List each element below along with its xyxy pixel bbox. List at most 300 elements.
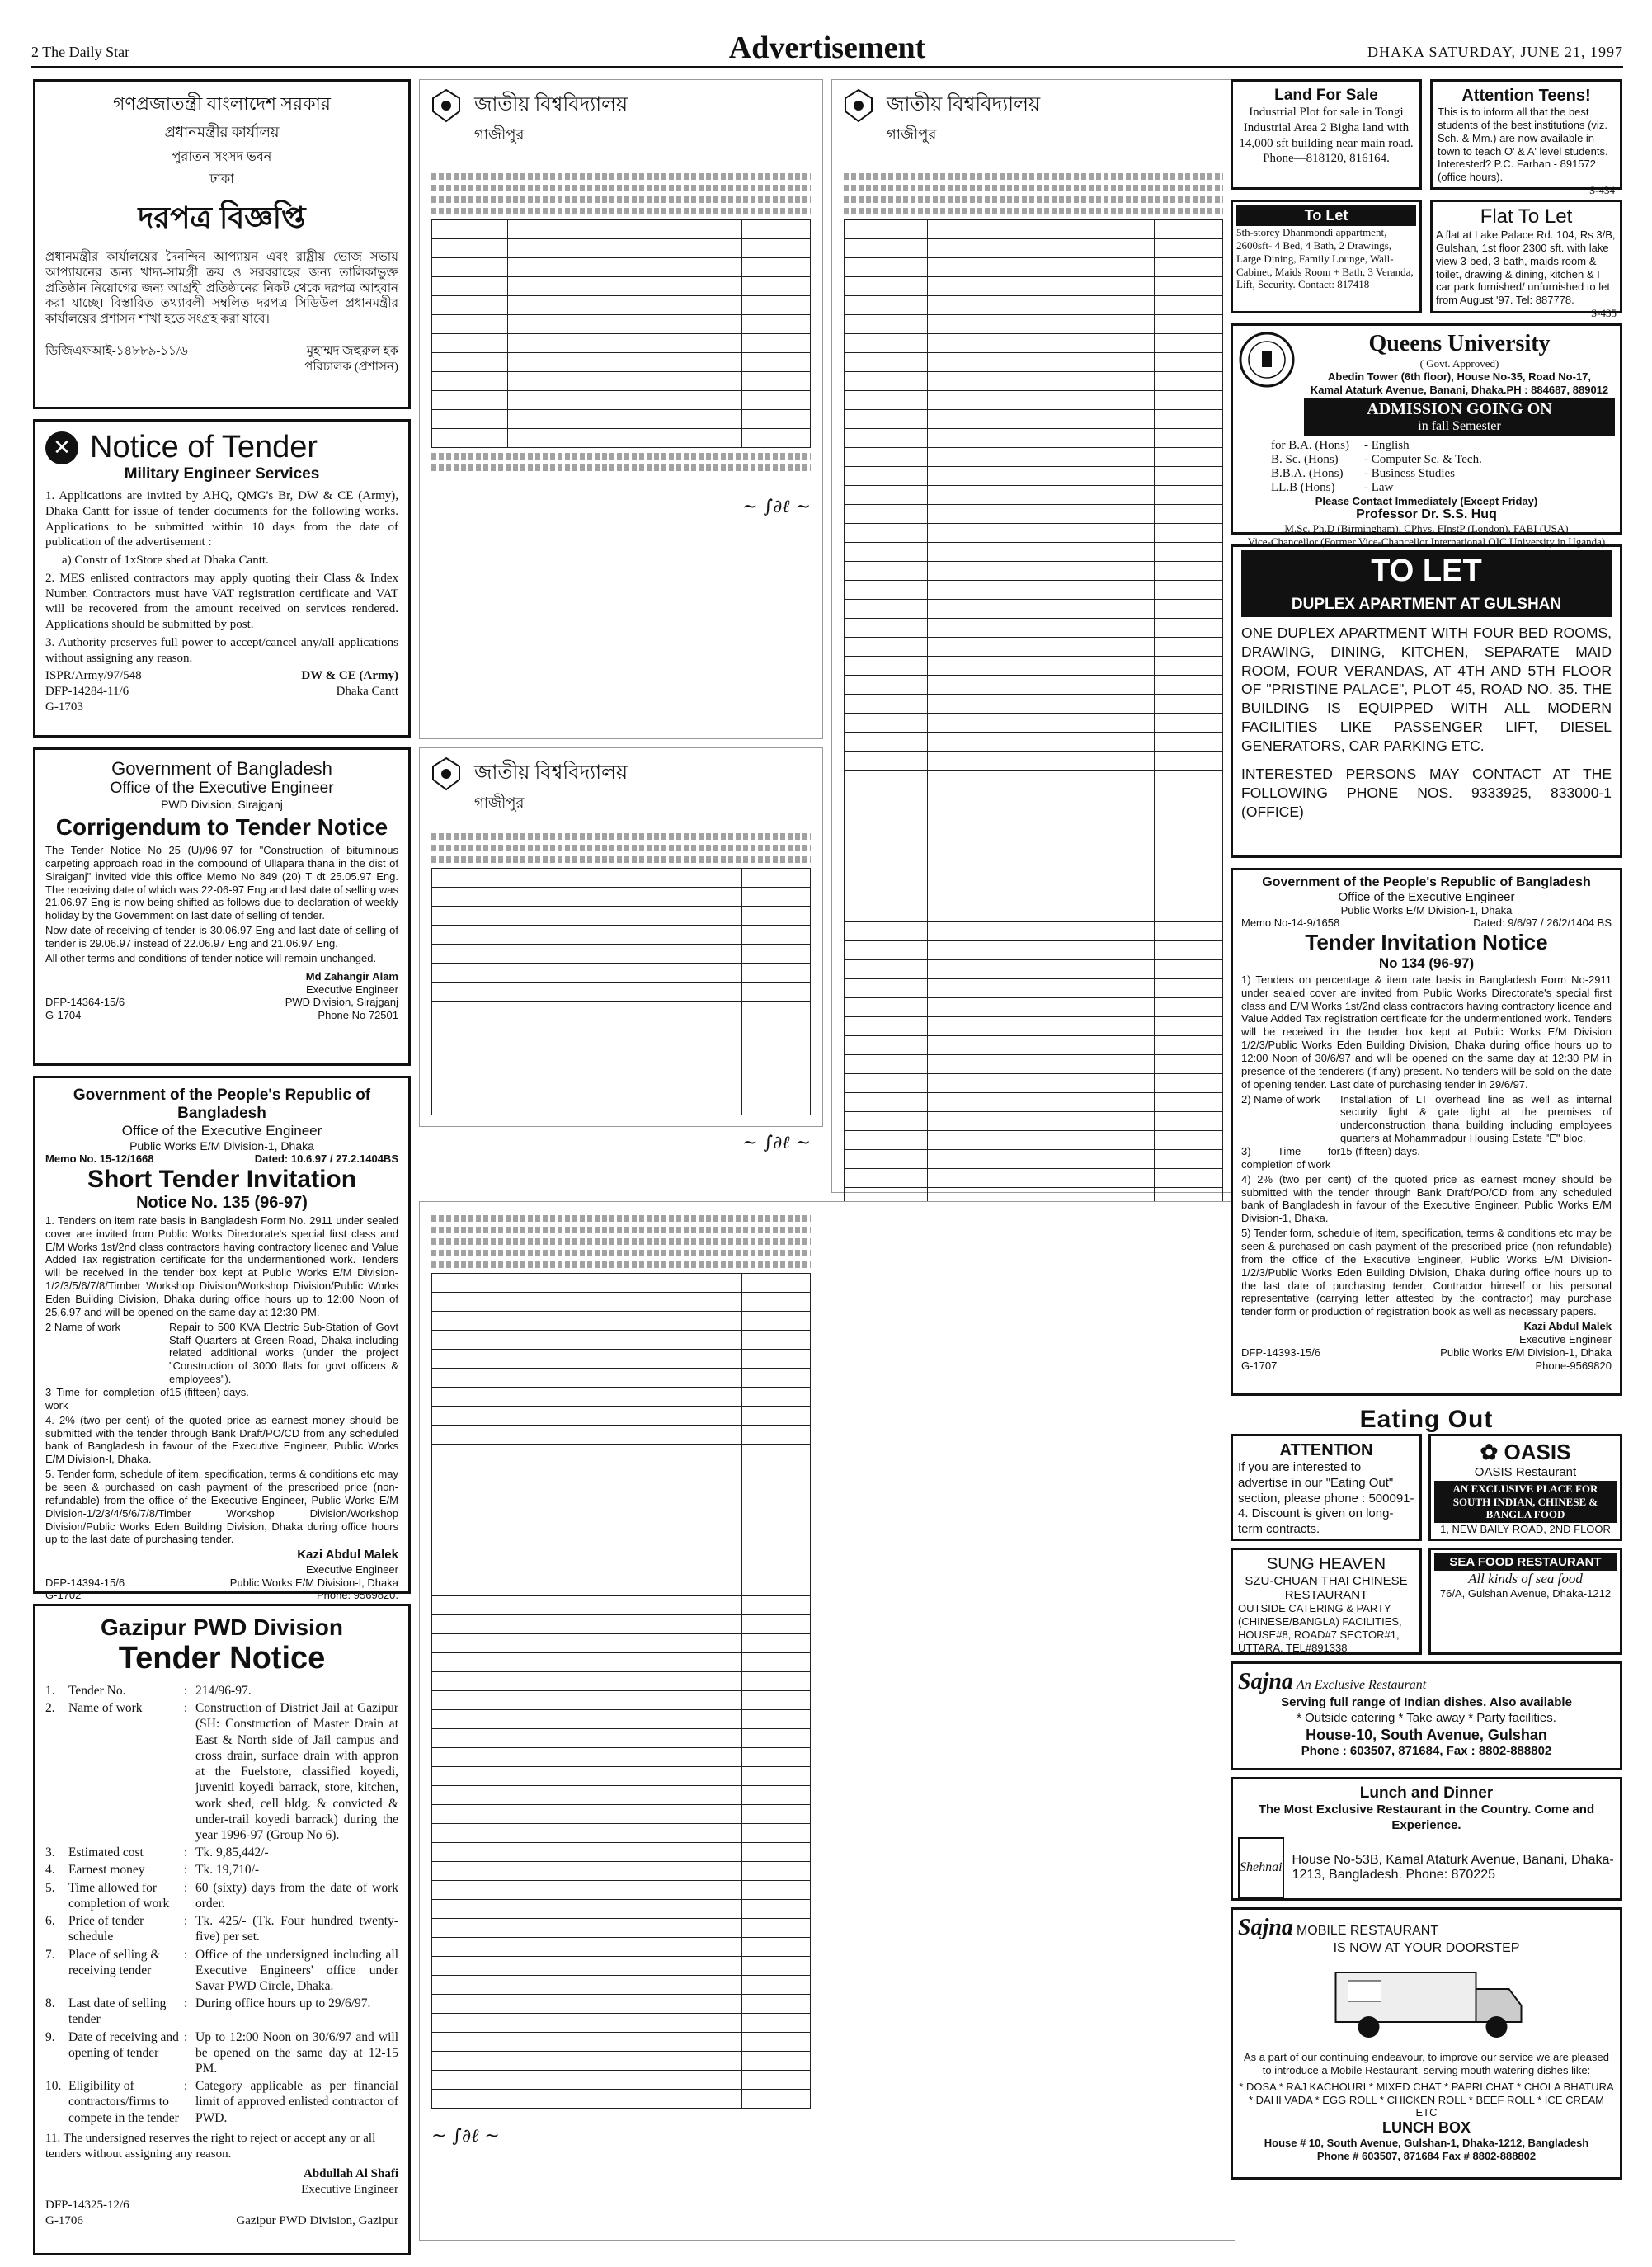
- gpwd-item-value: During office hours up to 29/6/97.: [195, 1996, 371, 2011]
- schedule-row: [845, 600, 1223, 619]
- schedule-row: [432, 1748, 811, 1767]
- schedule-row: [432, 1995, 811, 2014]
- schedule-row: [432, 1672, 811, 1691]
- schedule-row: [845, 1036, 1223, 1055]
- mob-body: As a part of our continuing endeavour, to improve our service we are pleased to introduce a Mobile Restaurant, serving mouth watering dishes like:: [1244, 2051, 1609, 2076]
- gpwd-para-11: 11. The undersigned reserves the right to reject or accept any or all tenders without assigning any reason.: [45, 2131, 376, 2161]
- pmo-body: প্রধানমন্ত্রীর কার্যালয়ের দৈনন্দিন আপ্যায়ন এবং রাষ্ট্রীয় ভোজ সভায় আপ্যায়নের জন্য খাদ্য-সামগ্রী ক্রয় ও সরবরাহের জন্য তালিকাভুক্ত প্রতিষ্ঠান নিয়োগের জন্য আগ্রহী প্রতিষ্ঠানের নিকট থেকে দরপত্র আহবান করা যাচ্ছে। বিস্তারিত তথ্যাবলী সম্বলিত দরপত্র সিডিউল প্রধানমন্ত্রীর কার্যালয়ের প্রশাসন শাখা হতে সংগ্রহ করা যাবে।: [45, 251, 398, 326]
- gpwd-item-colon: :: [184, 1684, 188, 1698]
- nu-signature-1: ~ ∫∂ℓ ~: [742, 497, 811, 517]
- corr-sign-2: Executive Engineer: [305, 983, 398, 996]
- sti-title: Short Tender Invitation: [87, 1165, 357, 1193]
- schedule-row: [432, 1293, 811, 1312]
- masthead: [31, 25, 1623, 68]
- gpwd-item: [45, 1913, 398, 1944]
- gpwd-item-number: 8.: [45, 1996, 55, 2011]
- queens-banner-1: ADMISSION GOING ON: [1367, 399, 1552, 418]
- queens-banner-2: in fall Semester: [1418, 418, 1501, 433]
- flat-to-let-ad: [1430, 200, 1622, 320]
- to-let-small-ad: [1231, 200, 1422, 313]
- sti-h2: Office of the Executive Engineer: [121, 1123, 322, 1138]
- schedule-row: [432, 1881, 811, 1900]
- mob-name: Sajna: [1238, 1915, 1293, 1940]
- tin-date-2: 26/2/1404 BS: [1546, 917, 1612, 929]
- schedule-row: [845, 429, 1223, 448]
- nu-notice-3: [419, 747, 823, 1153]
- nu-place-1: গাজীপুর: [474, 126, 525, 143]
- gpwd-item-colon: :: [184, 2079, 188, 2094]
- gpwd-item-key: Earnest money: [68, 1863, 145, 1878]
- schedule-row: [432, 1426, 811, 1445]
- sea-food-ad: [1428, 1548, 1622, 1655]
- gpwd-ref-2: G-1706: [45, 2213, 83, 2227]
- schedule-row: [432, 1274, 811, 1293]
- mes-para-1a: a) Constr of 1xStore shed at Dhaka Cantt.: [62, 554, 269, 567]
- queens-degree: for B.A. (Hons): [1271, 438, 1349, 452]
- queens-university-ad: [1231, 323, 1622, 549]
- schedule-row: [432, 1388, 811, 1407]
- schedule-row: [432, 907, 811, 926]
- schedule-row: [845, 676, 1223, 695]
- nu-notice-4: [419, 1201, 1235, 2241]
- gpwd-item-number: 7.: [45, 1947, 55, 1962]
- duplex-subtitle: DUPLEX APARTMENT AT GULSHAN: [1241, 592, 1612, 617]
- flat-title: Flat To Let: [1480, 205, 1573, 228]
- corr-ref-1: DFP-14364-15/6: [45, 996, 125, 1009]
- sung-body: OUTSIDE CATERING & PARTY (CHINESE/BANGLA) FACILITIES, HOUSE#8, ROAD#7 SECTOR#1, UTTARA. TEL#891338: [1238, 1602, 1402, 1654]
- sti-sign-3: Public Works E/M Division-I, Dhaka: [229, 1576, 398, 1589]
- mes-para-1: 1. Applications are invited by AHQ, QMG's Br, DW & CE (Army), Dhaka Cantt for issue of tender documents for the following works. Applications to be submitted within 10 days from the date of publication of the advertisement :: [45, 489, 398, 549]
- sea-title: SEA FOOD RESTAURANT: [1434, 1553, 1617, 1571]
- gpwd-item-colon: :: [184, 1914, 188, 1929]
- sajna-line-2: * Outside catering * Take away * Party facilities.: [1297, 1710, 1556, 1725]
- schedule-row: [845, 277, 1223, 296]
- queens-govt: ( Govt. Approved): [1419, 357, 1499, 370]
- oasis-logo-icon: ✿ OASIS: [1480, 1440, 1571, 1464]
- nu-signature-3: ~ ∫∂ℓ ~: [742, 1133, 811, 1153]
- nu-body-lines-3: [431, 833, 811, 863]
- schedule-row: [432, 1558, 811, 1577]
- schedule-row: [845, 486, 1223, 505]
- queens-subject: - Computer Sc. & Tech.: [1364, 452, 1482, 466]
- corr-h2: Office of the Executive Engineer: [110, 780, 334, 797]
- gpwd-item-number: 9.: [45, 2029, 55, 2044]
- eating-att-body: If you are interested to advertise in our "Eating Out" section, please phone : 500091-4. Discount is given on long-term contracts.: [1238, 1460, 1414, 1536]
- sung-title: SUNG HEAVEN: [1266, 1555, 1386, 1573]
- gpwd-title-2: Tender Notice: [118, 1641, 326, 1676]
- gpwd-item: [45, 1683, 398, 1699]
- pmo-line4: ঢাকা: [209, 172, 234, 186]
- oasis-sub: AN EXCLUSIVE PLACE FOR SOUTH INDIAN, CHINESE & BANGLA FOOD: [1434, 1481, 1617, 1524]
- schedule-row: [845, 391, 1223, 410]
- schedule-row: [845, 619, 1223, 638]
- schedule-row: [845, 372, 1223, 391]
- schedule-row: [845, 315, 1223, 334]
- gpwd-item-value: Tk. 19,710/-: [195, 1863, 260, 1878]
- nu-schedule-table-3: [431, 868, 811, 1115]
- corr-para-3: All other terms and conditions of tender notice will remain unchanged.: [45, 951, 377, 964]
- schedule-row: [432, 1002, 811, 1020]
- schedule-row: [432, 1407, 811, 1426]
- sti-para-5: 5. Tender form, schedule of item, specification, terms & conditions etc may be seen & purchased on cash payment of the prescribed price (non-refundable) from the office of the Executive Engineer, Public Works E/M Division-1/2/3/4/5/6/7/8/Timber Workshop Division/Workshop Division/Public Works Eden Building Division, Dhaka during office hours up to the last date of purchasing tender.: [45, 1468, 398, 1546]
- university-logo-icon: [431, 756, 461, 791]
- gpwd-item-number: 4.: [45, 1863, 55, 1878]
- schedule-row: [432, 1501, 811, 1520]
- sajna-tag: An Exclusive Restaurant: [1296, 1678, 1427, 1692]
- gpwd-item-colon: :: [184, 1996, 188, 2011]
- mes-sign-1: DW & CE (Army): [301, 669, 398, 683]
- queens-crest-icon: [1238, 331, 1296, 389]
- gpwd-item: [45, 1996, 398, 2027]
- gpwd-item-key: Estimated cost: [68, 1845, 144, 1860]
- corrigendum-ad: [33, 747, 411, 1066]
- schedule-row: [845, 657, 1223, 676]
- schedule-row: [845, 979, 1223, 998]
- schedule-row: [432, 1615, 811, 1634]
- schedule-row: [432, 1350, 811, 1369]
- gpwd-item: [45, 1862, 398, 1878]
- gpwd-item-colon: :: [184, 2029, 188, 2044]
- schedule-row: [432, 964, 811, 983]
- dateline: DHAKA SATURDAY, JUNE 21, 1997: [1367, 44, 1623, 60]
- queens-subject: - Business Studies: [1364, 466, 1456, 480]
- pmo-tender-ad: [33, 79, 411, 409]
- queens-prof: Professor Dr. S.S. Huq: [1356, 507, 1497, 522]
- gpwd-item-number: 2.: [45, 1701, 55, 1716]
- schedule-row: [432, 1691, 811, 1710]
- mobile-restaurant-ad: [1231, 1907, 1622, 2180]
- duplex-title: TO LET: [1241, 550, 1612, 592]
- schedule-row: [845, 960, 1223, 979]
- schedule-row: [845, 581, 1223, 600]
- queens-addr-1: Abedin Tower (6th floor), House No-35, Road No-17,: [1328, 370, 1591, 383]
- sti-memo: Memo No. 15-12/1668: [45, 1152, 154, 1165]
- gpwd-item-key: Eligibility of contractors/firms to compete in the tender: [68, 2079, 179, 2125]
- schedule-row: [845, 239, 1223, 258]
- gpwd-item-number: 10.: [45, 2079, 62, 2094]
- gpwd-item-number: 1.: [45, 1684, 55, 1698]
- tin-phone: Phone-9569820: [1535, 1359, 1612, 1372]
- nu-schedule-table-2: [844, 219, 1223, 1321]
- schedule-row: [432, 1805, 811, 1824]
- nu-place-3: গাজীপুর: [474, 794, 525, 811]
- schedule-row: [845, 1055, 1223, 1074]
- queens-degree: B. Sc. (Hons): [1271, 452, 1339, 466]
- schedule-row: [845, 1150, 1223, 1169]
- schedule-row: [432, 1577, 811, 1596]
- gpwd-item: [45, 1947, 398, 1995]
- schedule-row: [432, 1862, 811, 1881]
- schedule-row: [845, 1131, 1223, 1150]
- gazipur-tender-ad: [33, 1604, 411, 2255]
- tin-title: Tender Invitation Notice: [1305, 929, 1548, 954]
- tin-para-5: 5) Tender form, schedule of item, specification, terms & conditions etc may be seen & purchased on cash payment of the prescribed price (non-refundable) from the office of the Executive Engineer, Public Works E/M Division-1/2/3/Public Works Eden Building Division, Dhaka during office hours up to the last date of purchasing tender. Contractor himself or his personal representative (carrying letter attested by the contractor) may purchase tender form or production of registration book as well as necessary papers.: [1241, 1227, 1612, 1318]
- schedule-row: [845, 220, 1223, 239]
- gpwd-sign-2: Executive Engineer: [301, 2183, 398, 2197]
- pmo-title: দরপত্র বিজ্ঞপ্তি: [138, 201, 306, 234]
- gpwd-item-colon: :: [184, 1880, 188, 1895]
- gpwd-item-key: Tender No.: [68, 1684, 126, 1698]
- gpwd-item-key: Date of receiving and opening of tender: [68, 2029, 179, 2060]
- nu-notice-1: [419, 79, 823, 739]
- pmo-line1: গণপ্রজাতন্ত্রী বাংলাদেশ সরকার: [112, 93, 332, 114]
- schedule-row: [432, 1596, 811, 1615]
- schedule-row: [432, 1520, 811, 1539]
- sti-date-2: 27.2.1404BS: [336, 1152, 398, 1165]
- schedule-row: [432, 2014, 811, 2033]
- gpwd-item: [45, 1845, 398, 1860]
- mob-phone: Phone # 603507, 871684 Fax # 8802-888802: [1316, 2150, 1537, 2163]
- short-tender-ad: Government of the People's Republic of Bangladesh Office of the Executive Engineer Public Works E/M Division-1, Dhaka Memo No. 15-12/1668 Dated: 10.6.97 / 27.2.1404BS Short Tender Invitation Notice No. 135 (96-97) 1. Tenders on item rate basis in Bangladesh Form No. 2911 under sealed cover are invited from Public Works Directorate's special first class and E/M Works 1st/2nd class contractors having contractory licenec and Value Added Tax registration certificate for the undermentioned work. Tenders will be received in the tender box kept at Public Works E/M Division-1/2/3/5/6/7/8/Timber Workshop Division/Workshop Division/Public Works Eden Building Division, Dhaka during office hours up to 12:00 Noon of 25.6.97 and will be opened on the same day at 12:30 PM. 2 Name of work Repair to 500 KVA Electric Sub-Station of Govt Staff Quarters at Green Road, Dhaka including related additional works (under the project "Construction of 3000 flats for govt officers & employees"). 3 Time for completion of work 15 (fifteen) days. 4. 2% (two per cent) of the quoted price as earnest money should be submitted with the tender through Bank Draft/PO/CD from any scheduled bank of Bangladesh in favour of the Executive Engineer, Public Works E/M Division-I, Dhaka. 5. Tender form, schedule of item, specification, terms & conditions etc may be seen & purchased on cash payment of the prescribed price (non-refundable) from the office of the Executive Engineer, Public Works E/M Division-1/2/3/4/5/6/7/8/Timber Workshop Division/Workshop Division/Public Works Eden Building Division, Dhaka during office hours up to the last date of purchasing tender. Kazi Abdul Malek Executive Engineer DFP-14394-15/6 Public Works E/M Division-I, Dhaka G-1702 Phone: 9569820.: [33, 1076, 411, 1594]
- schedule-row: [432, 1039, 811, 1058]
- gpwd-item-value: Tk. 9,85,442/-: [195, 1845, 269, 1860]
- nu-footer-lines-1: [431, 453, 811, 471]
- tin-name-label: 2) Name of work: [1241, 1092, 1320, 1105]
- eating-att-title: ATTENTION: [1279, 1441, 1373, 1459]
- pmo-signer: মুহাম্মদ জহুরুল হক: [306, 344, 398, 358]
- schedule-row: [432, 2071, 811, 2090]
- queens-contact: Please Contact Immediately (Except Friday): [1315, 494, 1538, 507]
- queens-subject: - Law: [1364, 480, 1394, 494]
- oasis-name: OASIS Restaurant: [1474, 1465, 1577, 1479]
- flat-ref: S-435: [1590, 307, 1617, 320]
- tin-sign-1: Kazi Abdul Malek: [1523, 1320, 1612, 1333]
- schedule-row: [432, 1919, 811, 1938]
- sajna-line-3: House-10, South Avenue, Gulshan: [1306, 1726, 1547, 1743]
- gpwd-item-value: Office of the undersigned including all Executive Engineers' office under Savar PWD Circle, Dhaka.: [195, 1947, 398, 1993]
- gpwd-sign-3: Gazipur PWD Division, Gazipur: [236, 2213, 398, 2227]
- tin-time-label: 3) Time for completion of work: [1241, 1145, 1340, 1171]
- schedule-row: [432, 1957, 811, 1976]
- sti-name-label: 2 Name of work: [45, 1320, 121, 1333]
- schedule-row: [845, 771, 1223, 789]
- nu-notice-2: [831, 79, 1235, 1193]
- sti-notice: Notice No. 135 (96-97): [136, 1193, 308, 1212]
- schedule-row: [845, 353, 1223, 372]
- tin-sign-3: Public Works E/M Division-1, Dhaka: [1440, 1346, 1612, 1359]
- mes-crest-icon: ✕: [45, 431, 78, 464]
- schedule-row: [845, 827, 1223, 846]
- schedule-row: [432, 1312, 811, 1331]
- sajna-ad: [1231, 1661, 1622, 1770]
- schedule-row: [845, 903, 1223, 922]
- schedule-row: [845, 1169, 1223, 1188]
- schedule-row: [432, 2033, 811, 2052]
- oasis-ad: [1428, 1434, 1622, 1541]
- tender-invitation-ad: Government of the People's Republic of Bangladesh Office of the Executive Engineer Public Works E/M Division-1, Dhaka Memo No-14-9/1658 Dated: 9/6/97 / 26/2/1404 BS Tender Invitation Notice No 134 (96-97) 1) Tenders on percentage & item rate basis in Bangladesh Form No-2911 under sealed cover are invited from Public Works Directorate's special first class and E/M Works 1st/2nd class contractors having contractory licence and Value Added Tax registration certificate for the undermentioned work. Tenders will be received in the tender box kept at Public Works E/M Division 1/2/3/Public Works Eden Building Division, Dhaka during office hours up to 12:00 Noon of 30/6/97 and will be opened on the same day at 12:30 PM in presence of the tenderers (if any) present. No tenders will be sold on the date of opening tender. Last date of purchasing tender in 29/6/97. 2) Name of work Installation of LT overhead line as well as internal security light & gate light at the premises of underconstruction thana building including employees quarters at Mohammadpur Housing Estate "E" bloc. 3) Time for completion of work 15 (fifteen) days. 4) 2% (two per cent) of the quoted price as earnest money should be submitted with the tender through Bank Draft/PO/CD from any scheduled bank of Bangladesh in favour of the Executive Engineer, Public Works E/M Division-1, Dhaka. 5) Tender form, schedule of item, specification, terms & conditions etc may be seen & purchased on cash payment of the prescribed price (non-refundable) from the office of the Executive Engineer, Public Works E/M Division-1/2/3/Public Works Eden Building Division, Dhaka during office hours up to the last date of purchasing tender. Contractor himself or his personal representative (carrying letter attested by the contractor) may purchase tender form or production of registration book as well as necessary papers. Kazi Abdul Malek Executive Engineer DFP-14393-15/6 Public Works E/M Division-1, Dhaka G-1707 Phone-9569820: [1231, 868, 1622, 1396]
- gpwd-item: [45, 2078, 398, 2126]
- left-column: [33, 79, 411, 2265]
- schedule-row: [845, 865, 1223, 884]
- gpwd-item-number: 5.: [45, 1880, 55, 1895]
- sti-para-1: 1. Tenders on item rate basis in Bangladesh Form No. 2911 under sealed cover are invited from Public Works Directorate's special first class and E/M Works 1st/2nd class contractors having contractory licenec and Value Added Tax registration certificate for the undermentioned work. Tenders will be received in the tender box kept at Public Works E/M Division-1/2/3/5/6/7/8/Timber Workshop Division/Workshop Division/Public Works Eden Building Division, Dhaka during office hours up to 12:00 Noon of 25.6.97 and will be opened on the same day at 12:30 PM.: [45, 1214, 398, 1318]
- tin-date-1: 9/6/97: [1508, 917, 1538, 929]
- gpwd-item-value: 60 (sixty) days from the date of work order.: [195, 1880, 398, 1911]
- schedule-row: [845, 998, 1223, 1017]
- sti-sign-2: Executive Engineer: [305, 1562, 398, 1576]
- teens-ref: S-434: [1588, 184, 1615, 197]
- attention-teens-ad: [1430, 79, 1622, 197]
- mes-sign-2: Dhaka Cantt: [336, 685, 398, 698]
- corr-sign-1: Md Zahangir Alam: [305, 969, 398, 983]
- schedule-row: [845, 941, 1223, 960]
- duplex-to-let-ad: [1231, 544, 1622, 858]
- queens-prof-2: M.Sc. Ph.D (Birmingham), CPhys, FInstP (London), FABI (USA): [1284, 522, 1569, 535]
- land-for-sale-ad: [1231, 79, 1422, 190]
- sti-time-label: 3 Time for completion of work: [45, 1386, 169, 1412]
- oasis-addr: 1, NEW BAILY ROAD, 2ND FLOOR: [1440, 1523, 1611, 1536]
- gpwd-ref-1: DFP-14325-12/6: [45, 2198, 129, 2212]
- schedule-row: [845, 638, 1223, 657]
- tin-ref-2: G-1707: [1241, 1359, 1278, 1372]
- tin-h2: Office of the Executive Engineer: [1338, 890, 1515, 904]
- mes-ref-2: DFP-14284-11/6: [45, 685, 129, 698]
- university-logo-icon: [844, 88, 873, 123]
- gpwd-item-key: Last date of selling tender: [68, 1996, 167, 2027]
- corr-sign-3: PWD Division, Sirajganj: [285, 996, 398, 1009]
- nu-body-lines-2: [844, 173, 1223, 214]
- sung-sub: SZU-CHUAN THAI CHINESE RESTAURANT: [1245, 1574, 1408, 1602]
- schedule-row: [845, 695, 1223, 714]
- queens-subject-list: [1364, 439, 1482, 495]
- sajna-line-4: Phone : 603507, 871684, Fax : 8802-888802: [1301, 1743, 1552, 1758]
- duplex-contact: INTERESTED PERSONS MAY CONTACT AT THE FOLLOWING PHONE NOS. 9333925, 833000-1 (OFFICE): [1241, 766, 1612, 820]
- schedule-row: [432, 1096, 811, 1115]
- schedule-row: [432, 1463, 811, 1482]
- university-logo-icon: [431, 88, 461, 123]
- tin-dated: Dated:: [1473, 917, 1505, 929]
- schedule-row: [845, 752, 1223, 771]
- schedule-row: [845, 334, 1223, 353]
- queens-prof-3: Vice-Chancellor (Former Vice-Chancellor,International OIC University in Uganda): [1247, 535, 1606, 549]
- schedule-row: [432, 1900, 811, 1919]
- tin-h1: Government of the People's Republic of Bangladesh: [1262, 875, 1591, 889]
- schedule-row: [432, 1786, 811, 1805]
- tin-h3: Public Works E/M Division-1, Dhaka: [1340, 904, 1513, 917]
- tin-sign-2: Executive Engineer: [1518, 1333, 1612, 1346]
- gpwd-item-colon: :: [184, 1845, 188, 1860]
- schedule-row: [845, 524, 1223, 543]
- schedule-row: [845, 296, 1223, 315]
- gpwd-item-value: Tk. 425/- (Tk. Four hundred twenty-five) per set.: [195, 1914, 398, 1944]
- schedule-row: [845, 846, 1223, 865]
- schedule-row: [432, 888, 811, 907]
- schedule-row: [432, 2090, 811, 2109]
- land-phone: Phone—818120, 816164.: [1263, 152, 1390, 166]
- mes-para-3: 3. Authority preserves full power to accept/cancel any/all applications without assigning any reason.: [45, 635, 398, 665]
- schedule-row: [845, 789, 1223, 808]
- queens-degree: B.B.A. (Hons): [1271, 466, 1344, 480]
- mob-address: House # 10, South Avenue, Gulshan-1, Dhaka-1212, Bangladesh: [1264, 2137, 1589, 2150]
- schedule-row: [432, 1058, 811, 1077]
- schedule-row: [432, 1653, 811, 1672]
- sea-addr: 76/A, Gulshan Avenue, Dhaka-1212: [1439, 1587, 1612, 1600]
- schedule-row: [432, 1938, 811, 1957]
- schedule-row: [432, 1445, 811, 1463]
- right-column: [1231, 79, 1622, 2173]
- schedule-row: [432, 1729, 811, 1748]
- sti-ref-1: DFP-14394-15/6: [45, 1576, 125, 1589]
- queens-degree: LL.B (Hons): [1271, 480, 1335, 494]
- pmo-signer-title: পরিচালক (প্রশাসন): [304, 360, 398, 374]
- tin-name-value: Installation of LT overhead line as well as internal security light & gate light at the premises of underconstruction thana building including employees quarters at Mohammadpur Housing Estate "E" bloc.: [1340, 1092, 1612, 1145]
- shehnai-heading: Lunch and Dinner: [1359, 1784, 1494, 1802]
- gpwd-item-colon: :: [184, 1701, 188, 1716]
- gpwd-item-colon: :: [184, 1863, 188, 1878]
- nu-schedule-table-4: [431, 1273, 811, 2109]
- gpwd-item-key: Price of tender schedule: [68, 1914, 144, 1944]
- nu-name-1: জাতীয় বিশ্ববিদ্যালয়: [474, 94, 628, 115]
- mob-menu: * DOSA * RAJ KACHOURI * MIXED CHAT * PAPRI CHAT * CHOLA BHATURA * DAHI VADA * EGG ROLL * CHICKEN ROLL * BEEF ROLL * ICE CREAM ETC: [1239, 2080, 1614, 2119]
- sti-h1: Government of the People's Republic of Bangladesh: [73, 1086, 371, 1122]
- land-body: Industrial Plot for sale in Tongi Industrial Area 2 Bigha land with 14,000 sft building near main road.: [1239, 106, 1414, 150]
- corr-ref-2: G-1704: [45, 1009, 82, 1022]
- sti-phone: Phone: 9569820.: [316, 1589, 398, 1602]
- schedule-row: [432, 926, 811, 945]
- sajna-line-1: Serving full range of Indian dishes. Also available: [1281, 1695, 1572, 1709]
- sung-heaven-ad: [1231, 1548, 1422, 1655]
- queens-subject: - English: [1364, 438, 1410, 452]
- tin-para-4: 4) 2% (two per cent) of the quoted price as earnest money should be submitted with the tender through Bank Draft/PO/CD from any scheduled bank of Bangladesh in favour of the Executive Engineer, Public Works E/M Division-1, Dhaka.: [1241, 1172, 1612, 1225]
- schedule-row: [845, 1017, 1223, 1036]
- schedule-row: [845, 467, 1223, 486]
- mes-para-2: 2. MES enlisted contractors may apply quoting their Class & Index Number. Contractors must have VAT registration certificate and VAT will be recovered from the amount received on services rendered. Applications should be submitted by post.: [45, 571, 398, 631]
- shehnai-address: House No-53B, Kamal Ataturk Avenue, Banani, Dhaka-1213, Bangladesh. Phone: 870225: [1292, 1852, 1614, 1882]
- sti-name-value: Repair to 500 KVA Electric Sub-Station of Govt Staff Quarters at Green Road, Dhaka including related additional works (under the project "Construction of 3000 flats for govt officers & employees").: [169, 1320, 398, 1386]
- gpwd-item-value: Construction of District Jail at Gazipur (SH: Construction of Master Drain at East & North side of Jail campus and cross drain, surface drain with appron at the Fuelstore, classified koyedi, juveniti koyedi barrack, store, kitchen, work shed, cell bldg. & convicted & under-trail koyedi barrack) during the year 1996-97 (Group No 6).: [195, 1701, 398, 1842]
- teens-title: Attention Teens!: [1461, 87, 1591, 105]
- schedule-row: [845, 1074, 1223, 1093]
- section-title: Advertisement: [728, 31, 926, 65]
- corr-phone: Phone No 72501: [318, 1009, 398, 1022]
- gpwd-title-1: Gazipur PWD Division: [100, 1614, 344, 1640]
- tin-ref-1: DFP-14393-15/6: [1241, 1346, 1321, 1359]
- schedule-row: [845, 410, 1223, 429]
- nu-name-3: জাতীয় বিশ্ববিদ্যালয়: [474, 762, 628, 784]
- nu-signature-4: ~ ∫∂ℓ ~: [431, 2126, 500, 2147]
- schedule-row: [432, 1976, 811, 1995]
- teens-body: This is to inform all that the best students of the best institutions (viz. Sch. & Mm.) are now available in town to teach O' & A' level students. Interested? P.C. Farhan - 891572 (office hours).: [1438, 106, 1608, 184]
- gpwd-item-value: Up to 12:00 Noon on 30/6/97 and will be opened on the same day at 12-15 PM.: [195, 2029, 398, 2076]
- schedule-row: [432, 869, 811, 888]
- corr-para-2: Now date of receiving of tender is 30.06.97 Eng and last date of selling of tender is 29.06.97 instead of 22.06.97 Eng and 21.06.97 Eng.: [45, 924, 398, 950]
- eating-out-header: Eating Out: [1359, 1406, 1494, 1433]
- schedule-row: [845, 448, 1223, 467]
- mes-tender-ad: [33, 419, 411, 738]
- schedule-row: [432, 945, 811, 964]
- schedule-row: [845, 733, 1223, 752]
- pmo-line3: পুরাতন সংসদ ভবন: [172, 150, 272, 164]
- gpwd-item-colon: :: [184, 1947, 188, 1962]
- corr-h1: Government of Bangladesh: [111, 758, 332, 779]
- gpwd-item-list: [45, 1683, 398, 2126]
- nu-place-2: গাজীপুর: [887, 126, 937, 143]
- nu-body-lines-4: [431, 1215, 811, 1268]
- mob-title-2: IS NOW AT YOUR DOORSTEP: [1333, 1941, 1520, 1955]
- schedule-row: [845, 1112, 1223, 1131]
- schedule-row: [432, 2052, 811, 2071]
- gpwd-item-key: Name of work: [68, 1701, 143, 1716]
- schedule-row: [845, 258, 1223, 277]
- schedule-row: [845, 714, 1223, 733]
- gpwd-item-number: 3.: [45, 1845, 55, 1860]
- nu-body-lines-1: [431, 173, 811, 214]
- gpwd-item-number: 6.: [45, 1914, 55, 1929]
- eating-out-section: [1231, 1406, 1622, 2173]
- shehnai-ad: [1231, 1777, 1622, 1901]
- schedule-row: [845, 543, 1223, 562]
- schedule-row: [845, 562, 1223, 581]
